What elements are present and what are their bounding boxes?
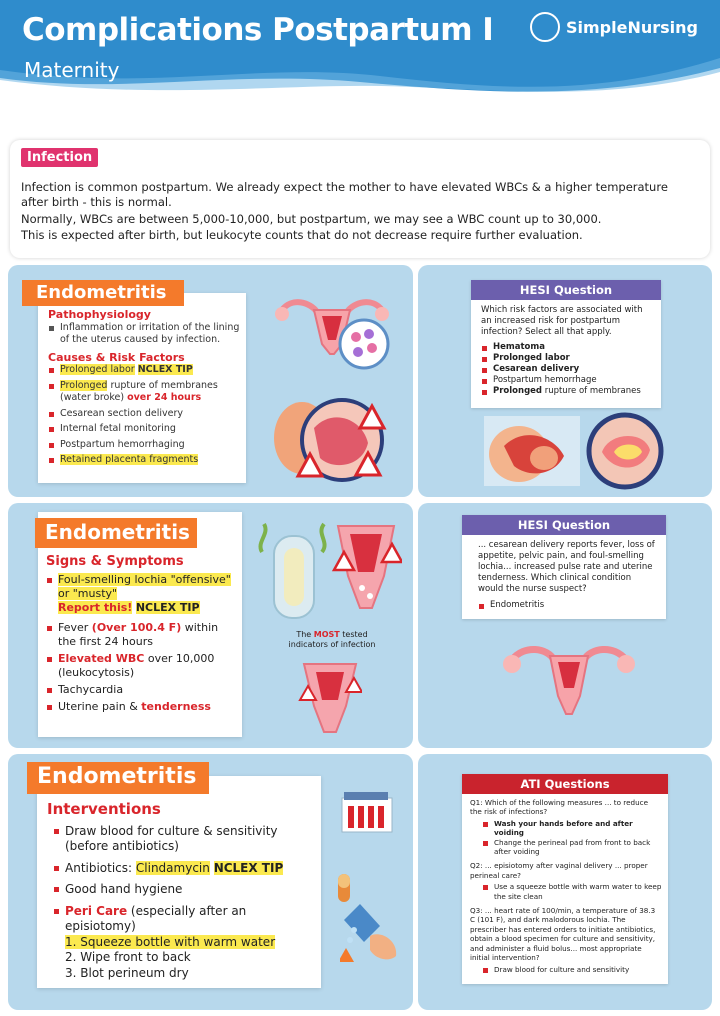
uterus-small-illustration: [298, 654, 362, 736]
causes-card: [38, 293, 246, 483]
sign-item: Uterine pain & tenderness: [46, 700, 238, 714]
hesi-answer-2: Endometritis: [478, 600, 658, 611]
cause-item: Prolonged rupture of membranes (water broke) over 24 hours: [48, 380, 240, 405]
intervention-item: Draw blood for culture & sensitivity (before antibiotics): [53, 824, 317, 855]
hesi-question-1: [471, 280, 661, 408]
sign-item: Elevated WBC over 10,000 (leukocytosis): [46, 652, 238, 680]
ati-answer: Draw blood for culture and sensitivity: [482, 965, 662, 974]
interventions-card: [37, 776, 321, 988]
uterus-bacteria-illustration: [272, 282, 392, 377]
patho-heading: Pathophysiology: [48, 308, 151, 321]
cause-item: Internal fetal monitoring: [48, 423, 240, 436]
sign-item: Tachycardia: [46, 683, 238, 697]
page-title: Complications Postpartum I: [22, 12, 494, 48]
ati-answer: Wash your hands before and after voiding: [482, 819, 662, 838]
ati-header: ATI Questions: [462, 774, 668, 794]
uterus-closeup-illustration: [584, 412, 666, 490]
blood-culture-illustration: [336, 790, 400, 846]
endometritis-title-2: Endometritis: [35, 518, 197, 548]
causes-heading: Causes & Risk Factors: [48, 350, 185, 364]
hesi-question-2: [462, 515, 666, 619]
intervention-item: Antibiotics: Clindamycin NCLEX TIP: [53, 861, 317, 877]
hesi-answer: Postpartum hemorrhage: [481, 375, 653, 386]
ati-answer: Use a squeeze bottle with warm water to keep the site clean: [482, 882, 662, 901]
peri-step: 1. Squeeze bottle with warm water: [65, 934, 276, 949]
ati-q2: Q2: ... episiotomy after vaginal delivery ... proper perineal care?: [470, 861, 648, 880]
hesi-answer: Cesarean delivery: [481, 364, 653, 375]
hesi-header-2: HESI Question: [462, 515, 666, 535]
patho-text: Inflammation or irritation of the lining of the uterus caused by infection.: [48, 322, 240, 347]
cause-item: Prolonged labor NCLEX TIP: [48, 364, 240, 377]
ati-q3: Q3: ... heart rate of 100/min, a temperature of 38.3 C (101 F), and dark malodorous lochia. The prescriber has entered orders to initiate antibiotics, obtain a blood specimen for culture and sensitivity, and administer a fluid bolus... most appropriate initial intervention?: [470, 906, 656, 963]
hesi-body-2: [462, 535, 666, 611]
infection-tag: Infection: [21, 148, 98, 167]
infection-section: [10, 140, 710, 258]
hesi-header-1: HESI Question: [471, 280, 661, 300]
signs-heading: Signs & Symptoms: [46, 554, 184, 569]
hesi-body-1: [471, 300, 661, 397]
delivery-illustration: [484, 416, 580, 486]
page-subtitle: Maternity: [24, 58, 120, 82]
ati-q1: Q1: Which of the following measures ... to reduce the risk of infections?: [470, 798, 649, 817]
brand-logo: [530, 12, 698, 42]
hesi-answer: Prolonged rupture of membranes: [481, 386, 653, 397]
intervention-item: Peri Care (especially after an episiotomy): [53, 904, 317, 935]
endometritis-title-1: Endometritis: [22, 280, 184, 306]
hesi-question-text-2: ... cesarean delivery reports fever, loss of appetite, pelvic pain, and foul-smelling lochia... increased pulse rate and uterine tenderness. Which clinical condition would the nurse suspect?: [478, 540, 655, 594]
squeeze-bottle-illustration: [340, 900, 402, 966]
peri-care-steps: [65, 935, 317, 982]
interventions-content: [47, 802, 317, 981]
interventions-heading: Interventions: [47, 800, 161, 818]
hesi-answer: Prolonged labor: [481, 353, 653, 364]
pad-illustration: [256, 512, 332, 622]
logo-icon: [530, 12, 560, 42]
most-tested-caption: The MOST tested indicators of infection: [288, 630, 376, 649]
infection-paragraph-1: Infection is common postpartum. We already expect the mother to have elevated WBCs & a higher temperature after birth - this is normal.: [21, 180, 668, 209]
hesi-question-text: Which risk factors are associated with an increased risk for postpartum infection? Select all that apply.: [481, 305, 643, 337]
ati-answer: Change the perineal pad from front to back after voiding: [482, 838, 662, 857]
peri-step: 3. Blot perineum dry: [65, 965, 189, 980]
sign-item: Fever (Over 100.4 F) within the first 24 hours: [46, 621, 238, 649]
intervention-item: Good hand hygiene: [53, 882, 317, 898]
peri-step: 2. Wipe front to back: [65, 950, 191, 964]
ati-body: [462, 794, 668, 974]
page-header: [0, 0, 720, 110]
sign-item: Foul-smelling lochia "offensive" or "musty" Report this! NCLEX TIP: [46, 573, 238, 615]
ati-questions-card: [462, 774, 668, 984]
endometritis-title-3: Endometritis: [27, 762, 209, 794]
signs-content: [46, 555, 238, 714]
cause-item: Postpartum hemorrhaging: [48, 439, 240, 452]
infected-uterus-illustration: [272, 388, 396, 488]
uterus-diagram-illustration: [498, 630, 640, 730]
causes-content: [48, 309, 240, 467]
logo-text: SimpleNursing: [566, 17, 698, 37]
infection-paragraph-2b: This is expected after birth, but leukocyte counts that do not decrease require further evaluation.: [21, 228, 583, 242]
cause-item: Cesarean section delivery: [48, 408, 240, 421]
infection-paragraph-2a: Normally, WBCs are between 5,000-10,000, but postpartum, we may see a WBC count up to 30,000.: [21, 212, 602, 226]
infected-uterus-warning-illustration: [330, 512, 402, 622]
cause-item: Retained placenta fragments: [48, 454, 240, 467]
hesi-answer: Hematoma: [481, 342, 653, 353]
